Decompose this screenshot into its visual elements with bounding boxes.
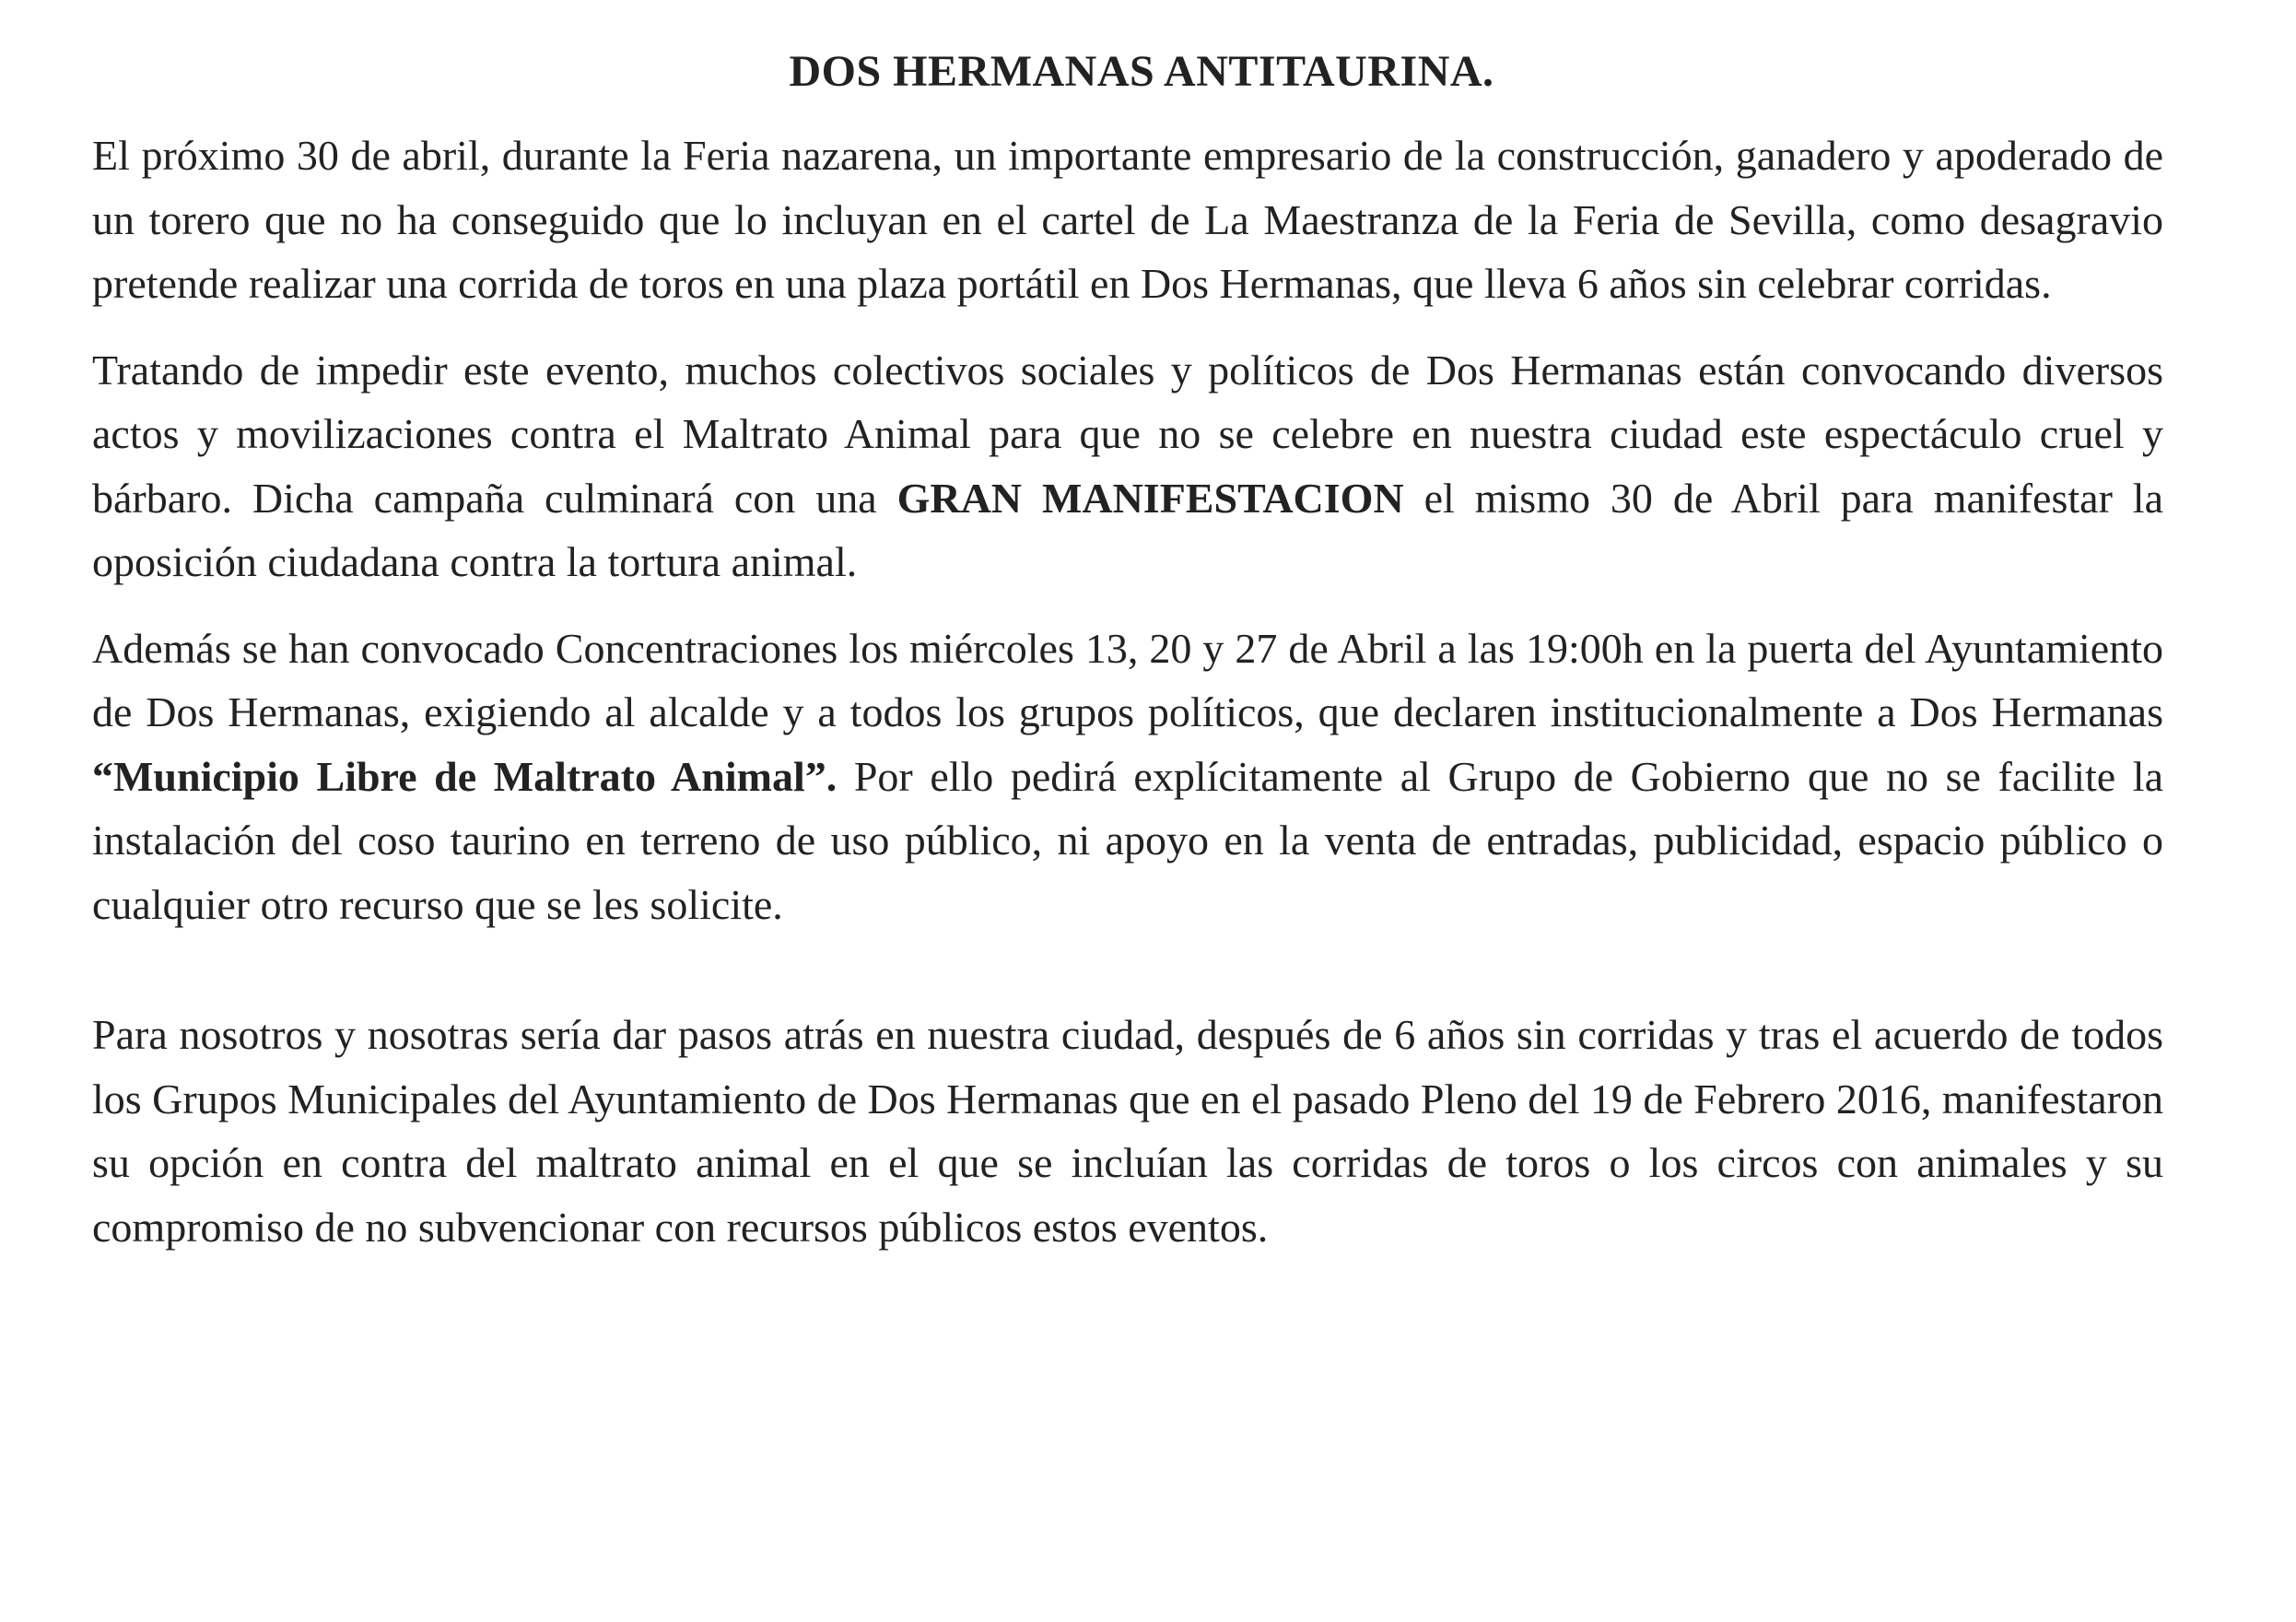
paragraph-2-text-start: Tratando de impedir este evento, muchos colectivos sociales y políticos de Dos Hermanas están convocando diversos actos y movilizaciones contra el Maltrato Animal para que no se celebre en nuestra ciudad este espectáculo cruel y bárbaro. Dicha campaña culminará con una <box>92 346 2163 522</box>
paragraph-3-text-start: Además se han convocado Concentraciones los miércoles 13, 20 y 27 de Abril a las 19:00h en la puerta del Ayuntamiento de Dos Hermanas, exigiendo al alcalde y a todos los grupos políticos, que declaren institucionalmente a Dos Hermanas <box>92 624 2163 735</box>
paragraph-1: El próximo 30 de abril, durante la Feria nazarena, un importante empresario de la construcción, ganadero y apoderado de un torero que no ha conseguido que lo incluyan en el cartel de La Maestranza de la Feria de Sevilla, como desagravio pretende realizar una corrida de toros en una plaza portátil en Dos Hermanas, que lleva 6 años sin celebrar corridas. <box>92 132 2163 307</box>
paragraph-2-text-end: el mismo 30 de Abril para manifestar la oposición ciudadana contra la tortura animal. <box>92 474 2164 585</box>
document-title: DOS HERMANAS ANTITAURINA. <box>789 47 1494 96</box>
paragraph-3-bold-phrase: “Municipio Libre de Maltrato Animal”. <box>92 752 838 800</box>
paragraph-2 <box>92 338 2163 594</box>
paragraph-2-bold-phrase: GRAN MANIFESTACION <box>896 474 1404 522</box>
paragraph-3-text-end: Por ello pedirá explícitamente al Grupo de Gobierno que no se facilite la instalación del coso taurino en terreno de uso público, ni apoyo en la venta de entradas, publicidad, espacio público o cualquier otro recurso que se les solicite. <box>92 752 2163 928</box>
document-page <box>92 44 2163 1281</box>
paragraph-4: Para nosotros y nosotras sería dar pasos atrás en nuestra ciudad, después de 6 años sin corridas y tras el acuerdo de todos los Grupos Municipales del Ayuntamiento de Dos Hermanas que en el pasado Pleno del 19 de Febrero 2016, manifestaron su opción en contra del maltrato animal en el que se incluían las corridas de toros o los circos con animales y su compromiso de no subvencionar con recursos públicos estos eventos. <box>92 1011 2163 1251</box>
paragraph-3 <box>92 617 2163 937</box>
